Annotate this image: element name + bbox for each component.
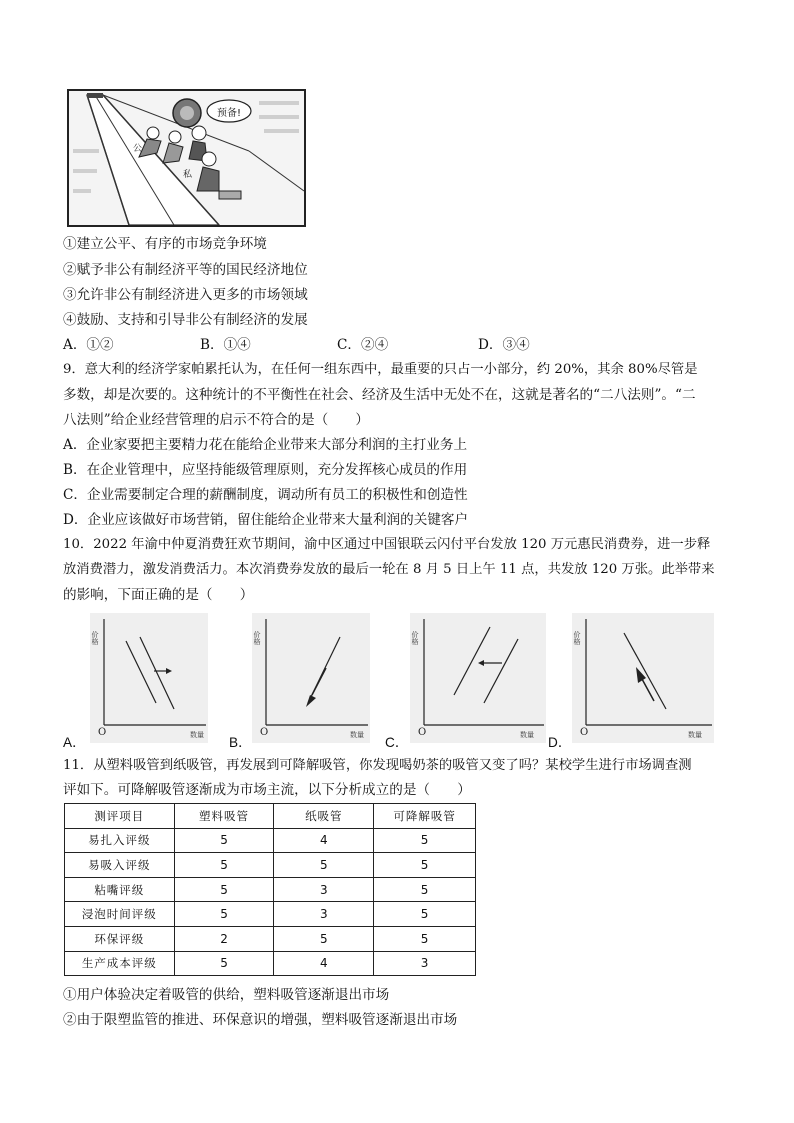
q11-stem-line1: 11．从塑料吸管到纸吸管，再发展到可降解吸管，你发现喝奶茶的吸管又变了吗？某校学生进行市场调查测: [63, 758, 692, 773]
graph-d-xlabel: 数量: [688, 731, 702, 739]
graph-b-xlabel: 数量: [350, 731, 364, 739]
q10-stem-line3: 的影响，下面正确的是（ ）: [63, 587, 254, 603]
cartoon-image: [67, 89, 306, 227]
table-cell: 5: [374, 926, 476, 951]
graph-d: [572, 613, 714, 743]
q9-stem-line2: 多数，却是次要的。这种统计的不平衡性在社会、经济及生活中无处不在，这就是著名的“二八法则”。“二: [63, 387, 696, 403]
graph-c-ylabel: 价格: [411, 631, 419, 645]
q9-stem-line1: 9．意大利的经济学家帕累托认为，在任何一组东西中，最重要的只占一小部分，约 20%，其余 80%尽管是: [63, 362, 698, 377]
graph-c-label: C．: [385, 735, 409, 750]
graph-c-xlabel: 数量: [520, 731, 534, 739]
q8-option-1: ①建立公平、有序的市场竞争环境: [63, 236, 267, 252]
graph-c: [410, 613, 546, 743]
q11-option-1: ①用户体验决定着吸管的供给，塑料吸管逐渐退出市场: [63, 987, 390, 1003]
table-cell: 易扎入评级: [65, 828, 175, 853]
q10-stem-line1: 10．2022 年渝中仲夏消费狂欢节期间，渝中区通过中国银联云闪付平台发放 120 万元惠民消费券，进一步释: [63, 537, 711, 552]
table-cell: 5: [174, 828, 274, 853]
table-header: 塑料吸管: [174, 804, 274, 829]
table-cell: 易吸入评级: [65, 853, 175, 878]
graph-d-origin: O: [580, 727, 589, 738]
label-public: 公: [133, 144, 143, 154]
table-cell: 浸泡时间评级: [65, 902, 175, 927]
table-cell: 5: [374, 902, 476, 927]
table-cell: 5: [174, 902, 274, 927]
q8-choice-b: B．①④: [200, 337, 251, 353]
table-cell: 粘嘴评级: [65, 877, 175, 902]
table-cell: 4: [274, 951, 374, 976]
label-private: 私: [183, 170, 193, 180]
table-cell: 5: [174, 951, 274, 976]
table-cell: 2: [174, 926, 274, 951]
q8-option-2: ②赋予非公有制经济平等的国民经济地位: [63, 262, 308, 278]
graph-d-ylabel: 价格: [573, 631, 581, 645]
graph-b-origin: O: [260, 727, 269, 738]
table-cell: 3: [374, 951, 476, 976]
table-cell: 5: [274, 926, 374, 951]
q8-choice-c: C．②④: [337, 337, 389, 353]
q8-choice-d: D．③④: [478, 337, 530, 353]
graph-b-label: B．: [229, 735, 252, 750]
table-cell: 5: [374, 828, 476, 853]
table-cell: 3: [274, 902, 374, 927]
q8-choice-a: A．①②: [63, 337, 114, 353]
q11-option-2: ②由于限塑监管的推进、环保意识的增强，塑料吸管逐渐退出市场: [63, 1012, 458, 1028]
graph-a-origin: O: [98, 727, 107, 738]
table-header: 测评项目: [65, 804, 175, 829]
table-cell: 生产成本评级: [65, 951, 175, 976]
cartoon-drawing: [69, 91, 304, 225]
q11-stem-line2: 评如下。可降解吸管逐渐成为市场主流，以下分析成立的是（ ）: [63, 782, 471, 798]
table-row: [65, 877, 476, 902]
q10-stem-line2: 放消费潜力，激发消费活力。本次消费券发放的最后一轮在 8 月 5 日上午 11 点，共发放 120 万张。此举带来: [63, 562, 715, 577]
q9-stem-line3: 八法则”给企业经营管理的启示不符合的是（ ）: [63, 412, 370, 428]
q8-option-3: ③允许非公有制经济进入更多的市场领域: [63, 287, 308, 303]
survey-table: [64, 803, 476, 976]
q9-choice-d: D．企业应该做好市场营销，留住能给企业带来大量利润的关键客户: [63, 512, 469, 528]
graph-a: [90, 613, 208, 743]
table-cell: 5: [274, 853, 374, 878]
table-cell: 3: [274, 877, 374, 902]
table-row: [65, 853, 476, 878]
table-header: 可降解吸管: [374, 804, 476, 829]
table-header-row: [65, 804, 476, 829]
table-row: [65, 926, 476, 951]
graph-b: [252, 613, 370, 743]
q9-choice-b: B．在企业管理中，应坚持能级管理原则，充分发挥核心成员的作用: [63, 462, 468, 478]
table-row: [65, 828, 476, 853]
table-cell: 4: [274, 828, 374, 853]
graph-c-origin: O: [418, 727, 427, 738]
table-row: [65, 902, 476, 927]
table-cell: 5: [174, 853, 274, 878]
table-cell: 5: [174, 877, 274, 902]
graph-d-label: D．: [548, 735, 572, 750]
graph-b-ylabel: 价格: [253, 631, 261, 645]
table-cell: 5: [374, 877, 476, 902]
graph-a-xlabel: 数量: [190, 731, 204, 739]
table-cell: 5: [374, 853, 476, 878]
table-header: 纸吸管: [274, 804, 374, 829]
q8-option-4: ④鼓励、支持和引导非公有制经济的发展: [63, 312, 308, 328]
graph-a-label: A．: [63, 735, 86, 750]
q9-choice-c: C．企业需要制定合理的薪酬制度，调动所有员工的积极性和创造性: [63, 487, 468, 503]
speech-text: 预备!: [217, 108, 242, 119]
table-cell: 环保评级: [65, 926, 175, 951]
graph-a-ylabel: 价格: [91, 631, 99, 645]
q9-choice-a: A．企业家要把主要精力花在能给企业带来大部分利润的主打业务上: [63, 437, 468, 453]
table-row: [65, 951, 476, 976]
